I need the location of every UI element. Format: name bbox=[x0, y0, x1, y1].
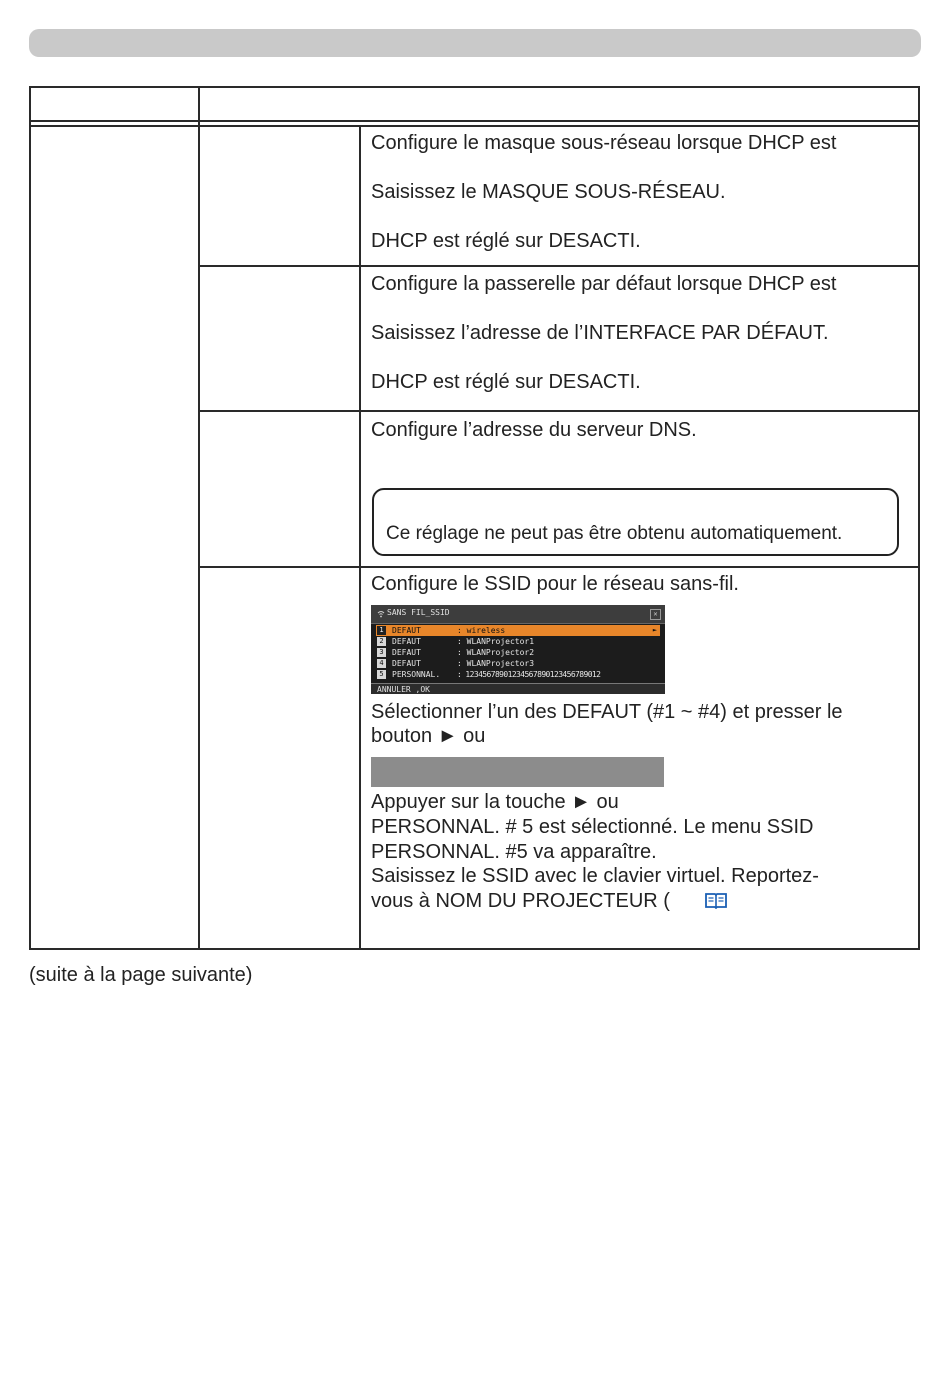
row-ssid-line-7: vous à NOM DU PROJECTEUR ( bbox=[371, 890, 670, 912]
row-subnet-line-2: Saisissez le MASQUE SOUS-RÉSEAU. bbox=[371, 181, 726, 203]
osd-item-number: 4 bbox=[377, 659, 386, 668]
wifi-icon bbox=[377, 610, 385, 620]
note-text: Ce réglage ne peut pas être obtenu automatiquement. bbox=[386, 523, 843, 544]
osd-item-name: DEFAUT bbox=[392, 648, 421, 657]
note-box bbox=[372, 488, 899, 556]
osd-footer-text: ANNULER ,OK bbox=[377, 685, 430, 694]
osd-footer bbox=[371, 683, 665, 694]
continued-note: (suite à la page suivante) bbox=[29, 964, 253, 986]
row-ssid-line-3: Appuyer sur la touche ► ou bbox=[371, 791, 619, 813]
osd-item-name: DEFAUT bbox=[392, 626, 421, 635]
osd-item-name: DEFAUT bbox=[392, 637, 421, 646]
row-subnet-line-3: DHCP est réglé sur DESACTI. bbox=[371, 230, 641, 252]
row-gateway-line-2: Saisissez l’adresse de l’INTERFACE PAR DÉFAUT. bbox=[371, 322, 829, 344]
row-divider-3 bbox=[198, 566, 920, 568]
row-dns-line-1: Configure l’adresse du serveur DNS. bbox=[371, 419, 697, 441]
header-divider-top bbox=[29, 120, 920, 122]
row-gateway-line-3: DHCP est réglé sur DESACTI. bbox=[371, 371, 641, 393]
row-ssid-line-4: PERSONNAL. # 5 est sélectionné. Le menu SSID bbox=[371, 816, 814, 838]
osd-item-value: : WLANProjector2 bbox=[457, 648, 535, 657]
row-gateway-line-1: Configure la passerelle par défaut lorsque DHCP est bbox=[371, 273, 837, 295]
osd-item-number: 1 bbox=[377, 626, 386, 635]
ssid-menu-screenshot bbox=[371, 605, 665, 694]
osd-item-value: : wireless bbox=[457, 626, 506, 635]
row-ssid-intro: Configure le SSID pour le réseau sans-fil. bbox=[371, 573, 739, 595]
book-icon[interactable] bbox=[705, 891, 727, 909]
row-ssid-line-5: PERSONNAL. #5 va apparaître. bbox=[371, 841, 657, 863]
row-subnet-line-1: Configure le masque sous-réseau lorsque DHCP est bbox=[371, 132, 837, 154]
osd-item-4[interactable] bbox=[376, 658, 660, 669]
osd-item-2[interactable] bbox=[376, 636, 660, 647]
header-bar bbox=[29, 29, 921, 57]
osd-item-5[interactable] bbox=[376, 669, 660, 680]
osd-item-3[interactable] bbox=[376, 647, 660, 658]
row-divider-2 bbox=[198, 410, 920, 412]
osd-item-value: : WLANProjector3 bbox=[457, 659, 535, 668]
osd-title: SANS FIL_SSID bbox=[387, 608, 450, 617]
osd-item-value: : 1234567890123456789012345678901​2 bbox=[457, 670, 601, 679]
osd-item-value: : WLANProjector1 bbox=[457, 637, 535, 646]
column-divider-1 bbox=[198, 86, 200, 950]
row-divider-1 bbox=[198, 265, 920, 267]
osd-item-number: 2 bbox=[377, 637, 386, 646]
osd-title-bar bbox=[371, 605, 665, 624]
osd-item-number: 5 bbox=[377, 670, 386, 679]
arrow-right-icon: ► bbox=[652, 626, 657, 634]
column-divider-2 bbox=[359, 125, 361, 950]
osd-item-1[interactable] bbox=[376, 625, 660, 636]
menu-bar-placeholder bbox=[371, 757, 664, 787]
header-divider-bottom bbox=[29, 125, 920, 127]
close-icon[interactable]: ✕ bbox=[650, 609, 661, 620]
row-ssid-line-2: bouton ► ou bbox=[371, 725, 486, 747]
row-ssid-line-1: Sélectionner l’un des DEFAUT (#1 ~ #4) et presser le bbox=[371, 701, 843, 723]
row-ssid-line-6: Saisissez le SSID avec le clavier virtuel. Reportez- bbox=[371, 865, 819, 887]
osd-item-number: 3 bbox=[377, 648, 386, 657]
osd-item-name: DEFAUT bbox=[392, 659, 421, 668]
osd-item-name: PERSONNAL. bbox=[392, 670, 441, 679]
